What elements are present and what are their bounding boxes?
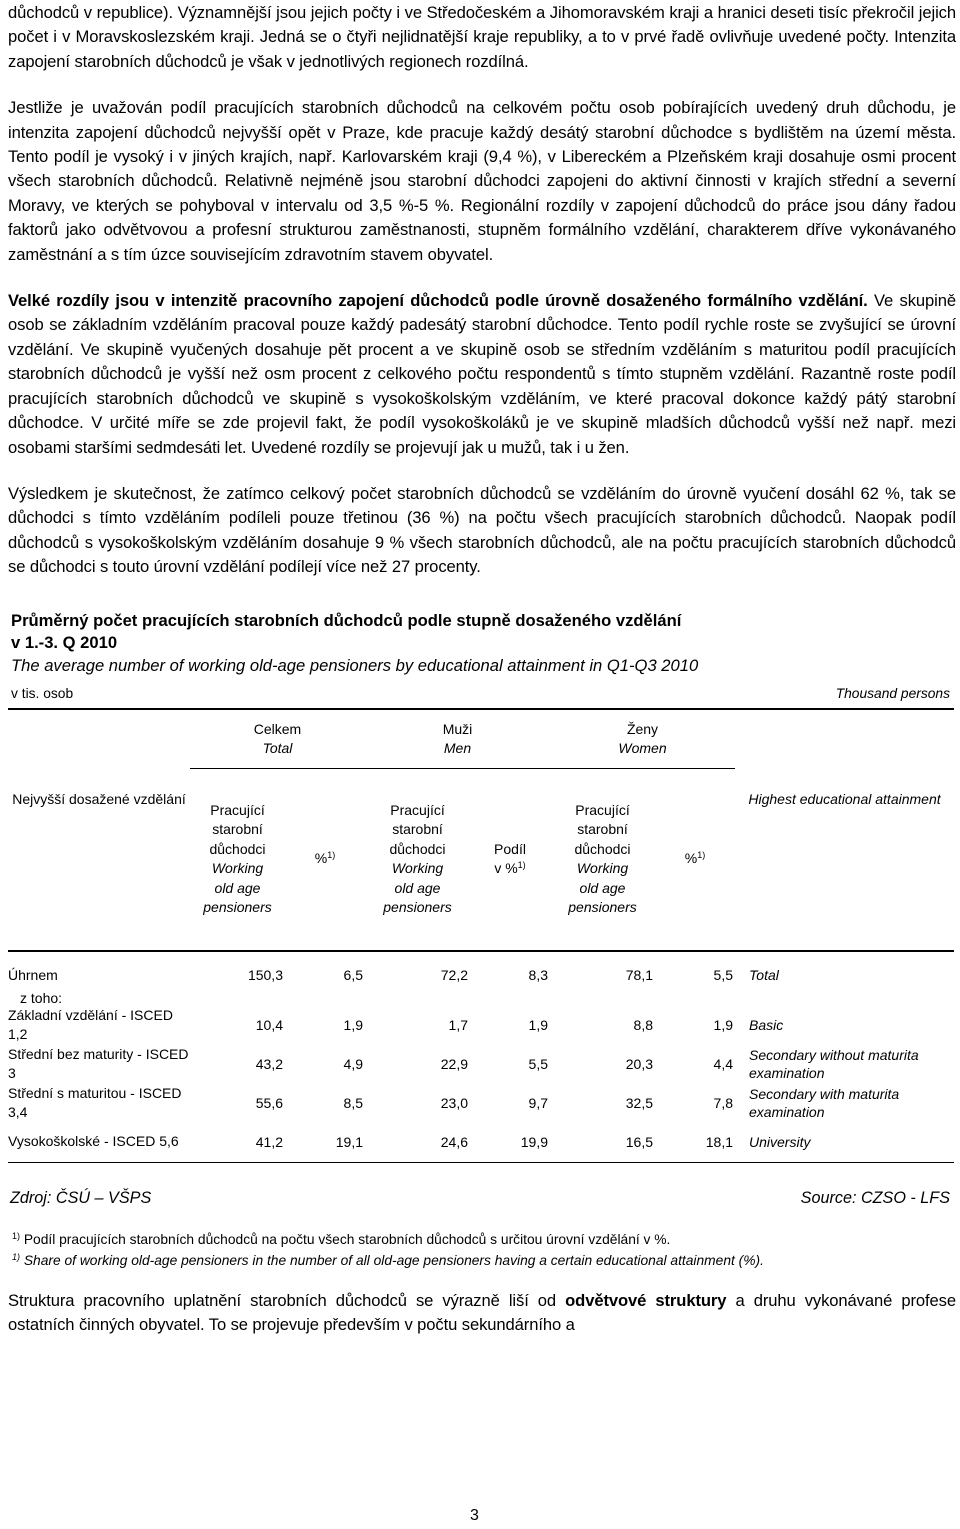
cell-value: 19,9 <box>470 1122 550 1162</box>
row-label-en: Secondary with maturita examination <box>749 1086 900 1121</box>
group-women: Ženy Women <box>550 709 735 769</box>
cell-value: 150,3 <box>247 967 283 984</box>
table-footnotes <box>8 1229 956 1271</box>
cell-value: 5,5 <box>713 967 734 984</box>
header-working-men: Pracující starobní důchodci Working old age pensioners <box>383 801 452 916</box>
cell-value: 55,6 <box>255 1095 283 1112</box>
header-percent-total: %$^{1)}$ <box>314 850 336 867</box>
education-table <box>8 708 954 1163</box>
of-which-label: z toho: <box>20 990 63 1007</box>
cell-value: 9,7 <box>528 1095 548 1112</box>
units-label-en: Thousand persons <box>835 685 950 701</box>
cell-value: 19,1 <box>285 1122 365 1162</box>
cell-value: 4,9 <box>343 1056 363 1073</box>
paragraph-education-lead: Velké rozdíly jsou v intenzitě pracovního zapojení důchodců podle úrovně dosaženého formálního vzdělání. <box>8 291 868 311</box>
row-label-cz: Střední s maturitou - ISCED 3,4 <box>8 1084 182 1121</box>
table-group-header <box>8 709 954 769</box>
footnote-cz: $^{1)}$ Podíl pracujících starobních důchodců na počtu všech starobních důchodců s určitou úrovní vzdělání v %. <box>12 1230 671 1247</box>
header-education-cz: Nejvyšší dosažené vzdělání <box>12 791 186 808</box>
paragraph-education-body: Ve skupině osob se základním vzděláním pracoval pouze každý padesátý starobní důchodce. Tento podíl rychle roste se zvyšující se úrovní vzdělání. Ve skupině vyučených dosahuje pět procent a ve skupině osob se středním vzděláním s maturitou podíl pracujících starobních důchodců je vyšší než osm procent z celkového počtu respondentů s tímto stupněm vzdělání. Razantně roste podíl pracujících starobních důchodců ve skupině s vysokoškolským vzděláním, ve které pracoval dokonce každý pátý starobní důchodce. V určité míře se zde projevil fakt, že podíl vysokoškoláků je ve skupině mladších důchodců vyšší než např. mezi osobami staršími sedmdesáti let. Uvedené rozdíly se projevují jak u mužů, tak i u žen. <box>8 291 957 457</box>
header-working-total: Pracující starobní důchodci Working old age pensioners <box>203 801 272 916</box>
cell-value: 6,5 <box>343 967 363 984</box>
cell-value: 8,5 <box>343 1095 363 1112</box>
table-column-header <box>8 768 954 950</box>
paragraph-education-differences <box>8 289 956 460</box>
cell-value: 43,2 <box>255 1056 283 1073</box>
paragraph-regional-counts: důchodců v republice). Významnější jsou jejich počty i ve Středočeském a Jihomoravském kraji a hranici deseti tisíc překročil jejich počet i v Moravskoslezském kraji. Jedná se o čtyři nejlidnatější kraje republiky, a to v prvé řadě ovlivňuje uvedené počty. Intenzita zapojení starobních důchodců je však v jednotlivých regionech rozdílná. <box>8 3 956 71</box>
table-subtitle: The average number of working old-age pensioners by educational attainment in Q1-Q3 2010 <box>11 655 699 675</box>
group-total: Celkem Total <box>190 709 365 769</box>
header-working-women: Pracující starobní důchodci Working old age pensioners <box>568 801 637 916</box>
row-label-cz: Střední bez maturity - ISCED 3 <box>8 1045 189 1082</box>
cell-value: 72,2 <box>440 967 468 984</box>
header-percent-women: %$^{1)}$ <box>684 850 706 867</box>
cell-value: 8,3 <box>528 967 548 984</box>
paragraph-regional-intensity: Jestliže je uvažován podíl pracujících starobních důchodců na celkovém počtu osob pobírajících uvedený druh důchodu, je intenzita zapojení důchodců nejvyšší opět v Praze, kde pracuje každý desátý starobní důchodce s bydlištěm na území města. Tento podíl je vysoký i v jiných krajích, např. Karlovarském kraji (9,4 %), v Libereckém a Plzeňském kraji dosahuje osmi procent všech starobních důchodců. Relativně nejméně jsou starobní důchodci zapojeni do aktivní činnosti v krajích střední a severní Moravy, ve kterých se pohyboval v intervalu od 3,5 %-5 %. Regionální rozdíly v zapojení důchodců do práce jsou dány řadou faktorů jako odvětvovou a profesní strukturou zaměstnanosti, stupněm formálního vzdělání, charakterem dříve vykonávaného zaměstnání a s tím úzce souvisejícím zdravotním stavem obyvatel. <box>8 98 956 264</box>
table-source-row <box>8 1189 956 1211</box>
paragraph-industry-structure: Struktura pracovního uplatnění starobních důchodců se výrazně liší od odvětvové struktury a druhu vykonávané profese ostatních činných obyvatel. To se projevuje především v počtu sekundárního a <box>8 1290 956 1335</box>
cell-value: 8,8 <box>633 1017 653 1034</box>
cell-value: 20,3 <box>625 1056 653 1073</box>
table-row-total <box>8 951 954 984</box>
units-label-cz: v tis. osob <box>11 685 74 701</box>
cell-value: 41,2 <box>190 1122 285 1162</box>
cell-value: 7,8 <box>713 1095 734 1112</box>
table-row-of-which <box>8 984 954 1006</box>
group-men: Muži Men <box>365 709 550 769</box>
cell-value: 1,9 <box>528 1017 548 1034</box>
table-units-row <box>8 686 956 706</box>
cell-value: 78,1 <box>625 967 653 984</box>
source-cz: Zdroj: ČSÚ – VŠPS <box>10 1188 152 1207</box>
cell-value: 23,0 <box>440 1095 468 1112</box>
header-share-men: Podíl v %$^{1)}$ <box>494 840 526 877</box>
paragraph-education-result: Výsledkem je skutečnost, že zatímco celkový počet starobních důchodců se vzděláním do úrovně vyučení dosáhl 62 %, tak se důchodci s tímto vzděláním podíleli pouze třetinou (36 %) na počtu všech pracujících starobních důchodců. Naopak podíl důchodců s vysokoškolským vzděláním dosahuje 9 % všech starobních důchodců, ale na počtu pracujících starobních důchodců se důchodci s touto úrovní vzdělání podílejí více než 27 procenty. <box>8 483 956 577</box>
row-label-cz: Úhrnem <box>8 967 58 984</box>
header-education-en: Highest educational attainment <box>748 791 941 808</box>
table-row <box>8 1045 954 1084</box>
row-label-cz: Vysokoškolské - ISCED 5,6 <box>8 1122 190 1162</box>
table-row <box>8 1122 954 1162</box>
source-en: Source: CZSO - LFS <box>800 1188 950 1207</box>
row-label-cz: Základní vzdělání - ISCED 1,2 <box>8 1007 173 1043</box>
document-page <box>8 0 956 1338</box>
paragraph-industry-bold: odvětvové struktury <box>565 1290 727 1310</box>
cell-value: 10,4 <box>255 1017 283 1034</box>
paragraph-gap <box>8 74 956 96</box>
table-row <box>8 1084 954 1123</box>
paragraph-gap <box>8 267 956 289</box>
cell-value: 1,9 <box>713 1017 734 1034</box>
table-title: Průměrný počet pracujících starobních důchodců podle stupně dosaženého vzdělání v 1.-3. Q 2010 <box>11 610 682 652</box>
row-label-en: Secondary without maturita examination <box>749 1047 919 1082</box>
cell-value: 16,5 <box>550 1122 655 1162</box>
paragraph-gap <box>8 460 956 482</box>
cell-value: 4,4 <box>713 1056 734 1073</box>
cell-value: 1,9 <box>343 1017 363 1034</box>
cell-value: 18,1 <box>655 1122 735 1162</box>
footnote-en: $^{1)}$ Share of working old-age pensioners in the number of all old-age pensioners having a certain educational attainment (%). <box>12 1251 764 1268</box>
row-label-en: Basic <box>749 1017 784 1034</box>
cell-value: 22,9 <box>440 1056 468 1073</box>
cell-value: 5,5 <box>528 1056 548 1073</box>
page-number: 3 <box>470 1507 479 1524</box>
cell-value: 32,5 <box>625 1095 653 1112</box>
cell-value: 1,7 <box>448 1017 468 1034</box>
table-row <box>8 1006 954 1045</box>
row-label-en: Total <box>749 967 779 984</box>
cell-value: 24,6 <box>365 1122 470 1162</box>
row-label-en: University <box>735 1122 954 1162</box>
